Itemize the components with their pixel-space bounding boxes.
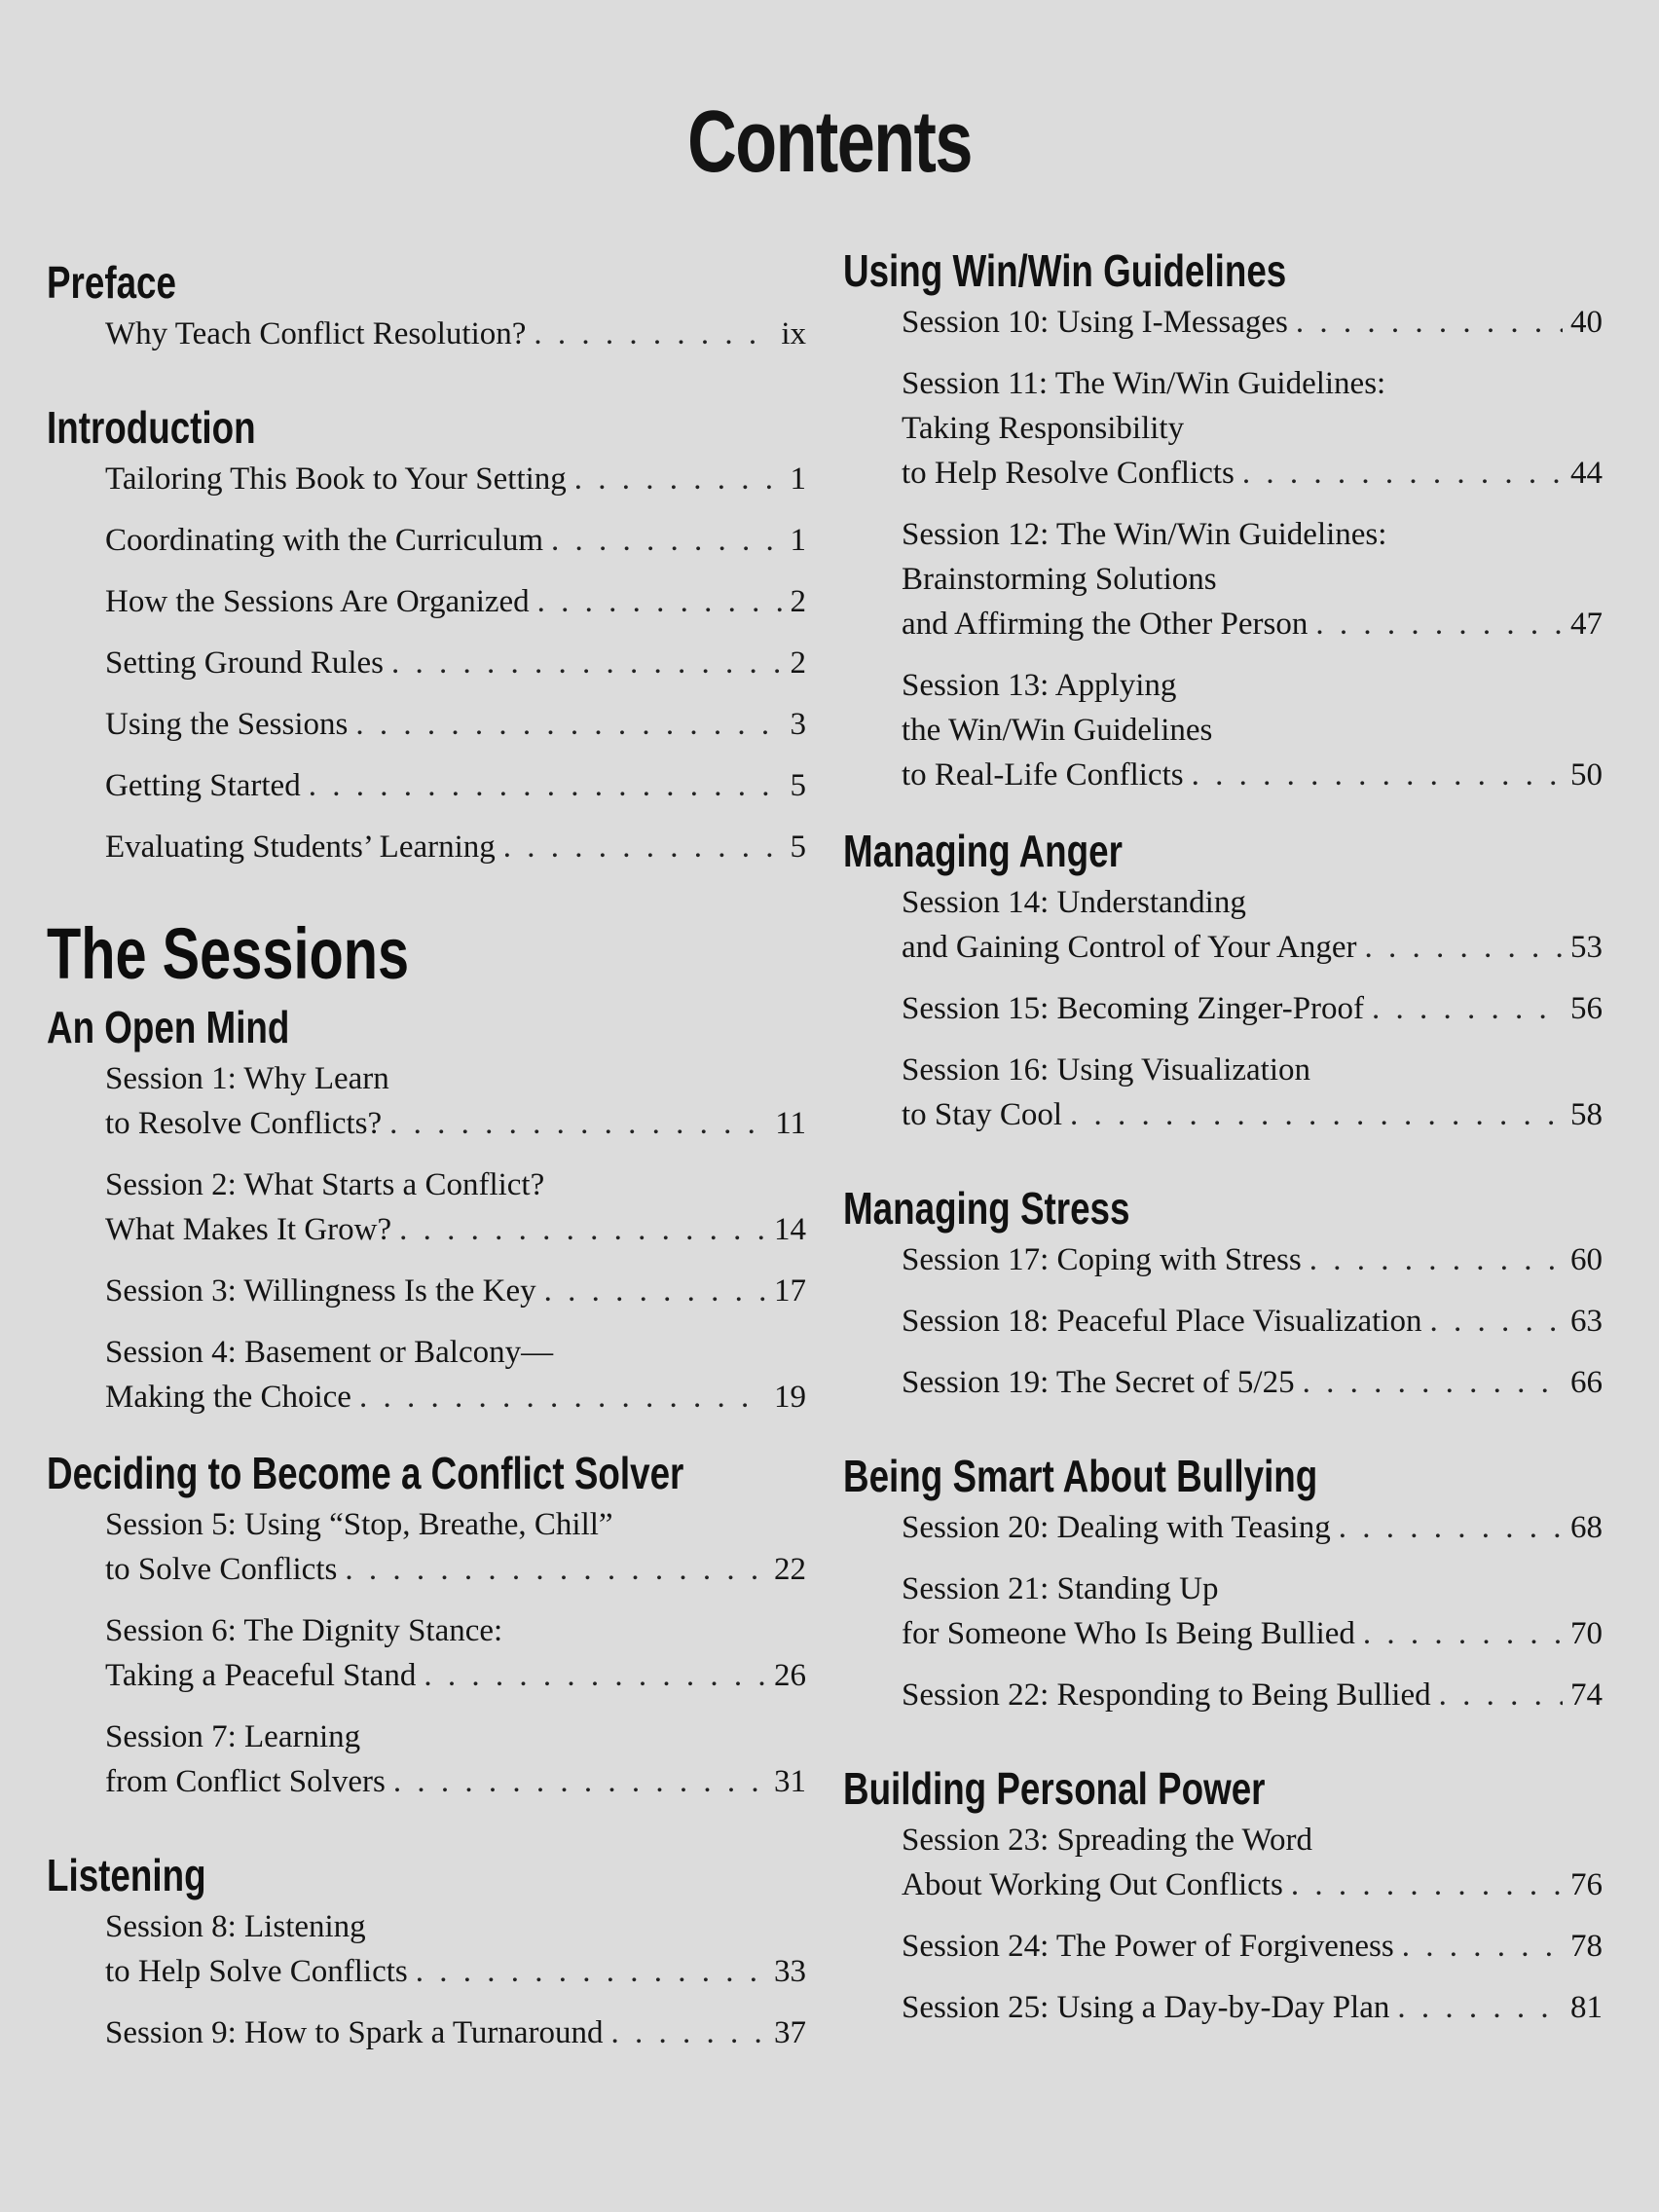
toc-entry-title: to Real-Life Conflicts [902,757,1184,793]
section-heading-managing-stress: Managing Stress [843,1183,1130,1234]
dot-leader [1439,1673,1563,1717]
toc-entry [105,518,806,563]
toc-entry-line [902,1360,1603,1405]
toc-entry-title: to Solve Conflicts [105,1552,338,1587]
page-number: 14 [774,1212,806,1247]
dot-leader [551,518,782,563]
toc-entry-title-line: Session 21: Standing Up [902,1571,1219,1606]
toc-entry-title-line: Session 2: What Starts a Conflict? [105,1167,545,1202]
toc-entry [105,1608,806,1698]
toc-entry-title: to Stay Cool [902,1097,1063,1132]
toc-entry-line [902,925,1603,970]
page-number: 37 [774,2015,806,2050]
toc-entry [105,641,806,685]
toc-entry-title-line: Brainstorming Solutions [902,562,1217,597]
toc-entry-title: What Makes It Grow? [105,1212,392,1247]
toc-entry [902,300,1603,345]
toc-entry-line [105,1269,806,1313]
dot-leader [1242,451,1563,496]
page-number: 33 [774,1954,806,1989]
toc-entry-title-line: Session 7: Learning [105,1719,361,1754]
page-number: ix [781,316,806,351]
section-heading-introduction: Introduction [47,402,256,453]
page-number: 1 [790,461,806,497]
dot-leader [309,763,783,808]
toc-entry-title-line: Session 23: Spreading the Word [902,1823,1313,1858]
bullying-entries [843,1505,1603,1717]
page-number: 50 [1570,757,1603,793]
toc-entry-line [105,1375,806,1419]
dot-leader [389,1101,767,1146]
dot-leader [503,825,783,869]
toc-entry [902,512,1603,646]
dot-leader [1364,925,1563,970]
page-number: 17 [774,1273,806,1309]
toc-entry-line [902,1505,1603,1550]
dot-leader [1296,300,1563,345]
toc-entry-title-line: Session 6: The Dignity Stance: [105,1613,503,1648]
toc-entry [105,1330,806,1419]
toc-entry [105,457,806,501]
anger-entries [843,880,1603,1137]
toc-entry-title: to Help Resolve Conflicts [902,456,1235,491]
toc-entry-title-line: Session 5: Using “Stop, Breathe, Chill” [105,1507,613,1542]
toc-entry-line [105,1547,806,1592]
toc-entry-title-line: Session 1: Why Learn [105,1061,389,1096]
dot-leader [393,1759,766,1804]
right-column [843,241,1603,2046]
toc-entry [902,880,1603,970]
page-number: 70 [1570,1616,1603,1651]
page-number: 40 [1570,305,1603,340]
page-number: 19 [774,1380,806,1415]
toc-entry-line [902,1862,1603,1907]
toc-entry-line [105,1207,806,1252]
toc-entry [105,579,806,624]
toc-entry-line [902,602,1603,646]
page-number: 66 [1570,1365,1603,1400]
stress-entries [843,1237,1603,1405]
toc-entry [105,1502,806,1592]
toc-entry [902,663,1603,797]
page-number: 22 [774,1552,806,1587]
toc-entry-title-line: Taking Responsibility [902,411,1185,446]
toc-entry-title: Session 10: Using I-Messages [902,305,1288,340]
toc-entry-title: Coordinating with the Curriculum [105,523,544,558]
toc-entry-title: Setting Ground Rules [105,645,384,681]
toc-entry [902,1360,1603,1405]
page-number: 76 [1570,1867,1603,1902]
toc-entry-title: for Someone Who Is Being Bullied [902,1616,1355,1651]
toc-entry-title: About Working Out Conflicts [902,1867,1283,1902]
page-title: Contents [687,93,972,191]
toc-entry-title: Evaluating Students’ Learning [105,830,496,865]
dot-leader [574,457,783,501]
toc-entry-title: Using the Sessions [105,707,349,742]
toc-entry-title-line: Session 12: The Win/Win Guidelines: [902,517,1387,552]
toc-entry [902,361,1603,496]
dot-leader [1397,1985,1563,2030]
page-number: 2 [790,584,806,619]
toc-entry [105,1714,806,1804]
toc-entry-title-line: Session 8: Listening [105,1909,366,1944]
toc-entry-line [105,2010,806,2055]
page-number: 68 [1570,1510,1603,1545]
toc-entry-title: Session 9: How to Spark a Turnaround [105,2015,604,2050]
page-number: 63 [1570,1304,1603,1339]
dot-leader [1303,1360,1563,1405]
toc-entry [902,1237,1603,1282]
page-number: 5 [790,830,806,865]
toc-entry-title: Session 15: Becoming Zinger-Proof [902,991,1365,1026]
toc-entry-title: and Affirming the Other Person [902,607,1309,642]
page-number: 11 [775,1106,806,1141]
dot-leader [1070,1092,1563,1137]
toc-entry-line [902,1237,1603,1282]
page-number: 3 [790,707,806,742]
dot-leader [534,312,773,356]
toc-entry [105,702,806,747]
page-number: 60 [1570,1242,1603,1277]
toc-entry-line [902,300,1603,345]
section-heading-personal-power: Building Personal Power [843,1763,1266,1814]
toc-entry-title-line: the Win/Win Guidelines [902,713,1213,748]
toc-entry [902,1048,1603,1137]
toc-entry [902,1299,1603,1344]
power-entries [843,1818,1603,2030]
dot-leader [416,1949,766,1994]
toc-entry [105,825,806,869]
toc-entry-title: Session 18: Peaceful Place Visualization [902,1304,1422,1339]
dot-leader [1192,753,1563,797]
toc-entry-title: Why Teach Conflict Resolution? [105,316,527,351]
toc-entry-title: Tailoring This Book to Your Setting [105,461,567,497]
section-heading-managing-anger: Managing Anger [843,826,1123,876]
dot-leader [355,702,782,747]
listening-entries [47,1904,806,2055]
toc-entry-line [105,825,806,869]
toc-entry-title: from Conflict Solvers [105,1764,386,1799]
toc-entry-line [105,579,806,624]
toc-entry-line [105,702,806,747]
toc-entry-line [105,1653,806,1698]
page-number: 81 [1570,1990,1603,2025]
toc-entry-line [105,1101,806,1146]
dot-leader [1339,1505,1563,1550]
part-heading-the-sessions: The Sessions [47,913,410,994]
toc-entry-title: Session 22: Responding to Being Bullied [902,1677,1431,1713]
preface-entries [47,312,806,356]
dot-leader [391,641,783,685]
left-column [47,253,806,2072]
toc-entry [105,2010,806,2055]
dot-leader [1429,1299,1563,1344]
page-number: 26 [774,1658,806,1693]
toc-entry-line [902,1092,1603,1137]
toc-entry [105,1269,806,1313]
toc-entry-line [902,753,1603,797]
page-number: 47 [1570,607,1603,642]
toc-entry [902,1505,1603,1550]
toc-entry-line [105,641,806,685]
toc-entry [105,312,806,356]
introduction-entries [47,457,806,869]
toc-entry [902,986,1603,1031]
toc-entry-title: Taking a Peaceful Stand [105,1658,417,1693]
deciding-entries [47,1502,806,1804]
page-number: 56 [1570,991,1603,1026]
section-heading-win-win: Using Win/Win Guidelines [843,245,1287,296]
dot-leader [359,1375,766,1419]
dot-leader [345,1547,766,1592]
section-heading-deciding: Deciding to Become a Conflict Solver [47,1448,684,1498]
toc-entry-title: Session 24: The Power of Forgiveness [902,1929,1394,1964]
dot-leader [1363,1611,1563,1656]
toc-entry [105,763,806,808]
toc-entry-line [105,1949,806,1994]
dot-leader [399,1207,766,1252]
toc-entry-title: Session 17: Coping with Stress [902,1242,1302,1277]
toc-entry-title: Session 25: Using a Day-by-Day Plan [902,1990,1390,2025]
page-number: 5 [790,768,806,803]
toc-entry [902,1985,1603,2030]
section-heading-an-open-mind: An Open Mind [47,1002,290,1052]
toc-entry [902,1924,1603,1969]
toc-entry-title: Making the Choice [105,1380,351,1415]
toc-entry-line [105,518,806,563]
toc-entry [902,1818,1603,1907]
open-mind-entries [47,1056,806,1419]
toc-entry-title: Session 19: The Secret of 5/25 [902,1365,1295,1400]
page-number: 2 [790,645,806,681]
toc-entry [105,1162,806,1252]
toc-entry-title: and Gaining Control of Your Anger [902,930,1357,965]
dot-leader [1402,1924,1563,1969]
toc-entry-title-line: Session 11: The Win/Win Guidelines: [902,366,1386,401]
toc-entry-title: Session 20: Dealing with Teasing [902,1510,1331,1545]
toc-entry-line [902,1924,1603,1969]
toc-entry-title: to Resolve Conflicts? [105,1106,383,1141]
page-number: 44 [1570,456,1603,491]
toc-entry-title: How the Sessions Are Organized [105,584,530,619]
toc-entry [105,1056,806,1146]
dot-leader [611,2010,766,2055]
dot-leader [424,1653,766,1698]
dot-leader [1291,1862,1563,1907]
page-number: 78 [1570,1929,1603,1964]
page-number: 74 [1570,1677,1603,1713]
page-number: 58 [1570,1097,1603,1132]
page-number: 53 [1570,930,1603,965]
toc-entry-line [902,986,1603,1031]
win-win-entries [843,300,1603,797]
toc-entry-title: to Help Solve Conflicts [105,1954,408,1989]
dot-leader [1309,1237,1563,1282]
toc-entry-line [105,457,806,501]
dot-leader [1315,602,1563,646]
dot-leader [1372,986,1563,1031]
toc-entry-line [105,312,806,356]
toc-entry [902,1673,1603,1717]
toc-entry-line [902,451,1603,496]
toc-entry-line [902,1985,1603,2030]
dot-leader [544,1269,766,1313]
toc-entry-line [105,763,806,808]
section-heading-preface: Preface [47,257,176,308]
page-number: 1 [790,523,806,558]
dot-leader [537,579,783,624]
toc-entry-title: Session 3: Willingness Is the Key [105,1273,536,1309]
toc-entry-title: Getting Started [105,768,301,803]
page-number: 31 [774,1764,806,1799]
toc-entry-title-line: Session 4: Basement or Balcony— [105,1335,554,1370]
toc-entry-line [902,1611,1603,1656]
toc-entry-title-line: Session 13: Applying [902,668,1177,703]
section-heading-bullying: Being Smart About Bullying [843,1451,1318,1501]
toc-entry-line [902,1299,1603,1344]
toc-entry-title-line: Session 16: Using Visualization [902,1052,1310,1088]
section-heading-listening: Listening [47,1850,206,1900]
toc-entry-line [105,1759,806,1804]
toc-entry-line [902,1673,1603,1717]
toc-entry [902,1567,1603,1656]
toc-entry [105,1904,806,1994]
toc-entry-title-line: Session 14: Understanding [902,885,1246,920]
